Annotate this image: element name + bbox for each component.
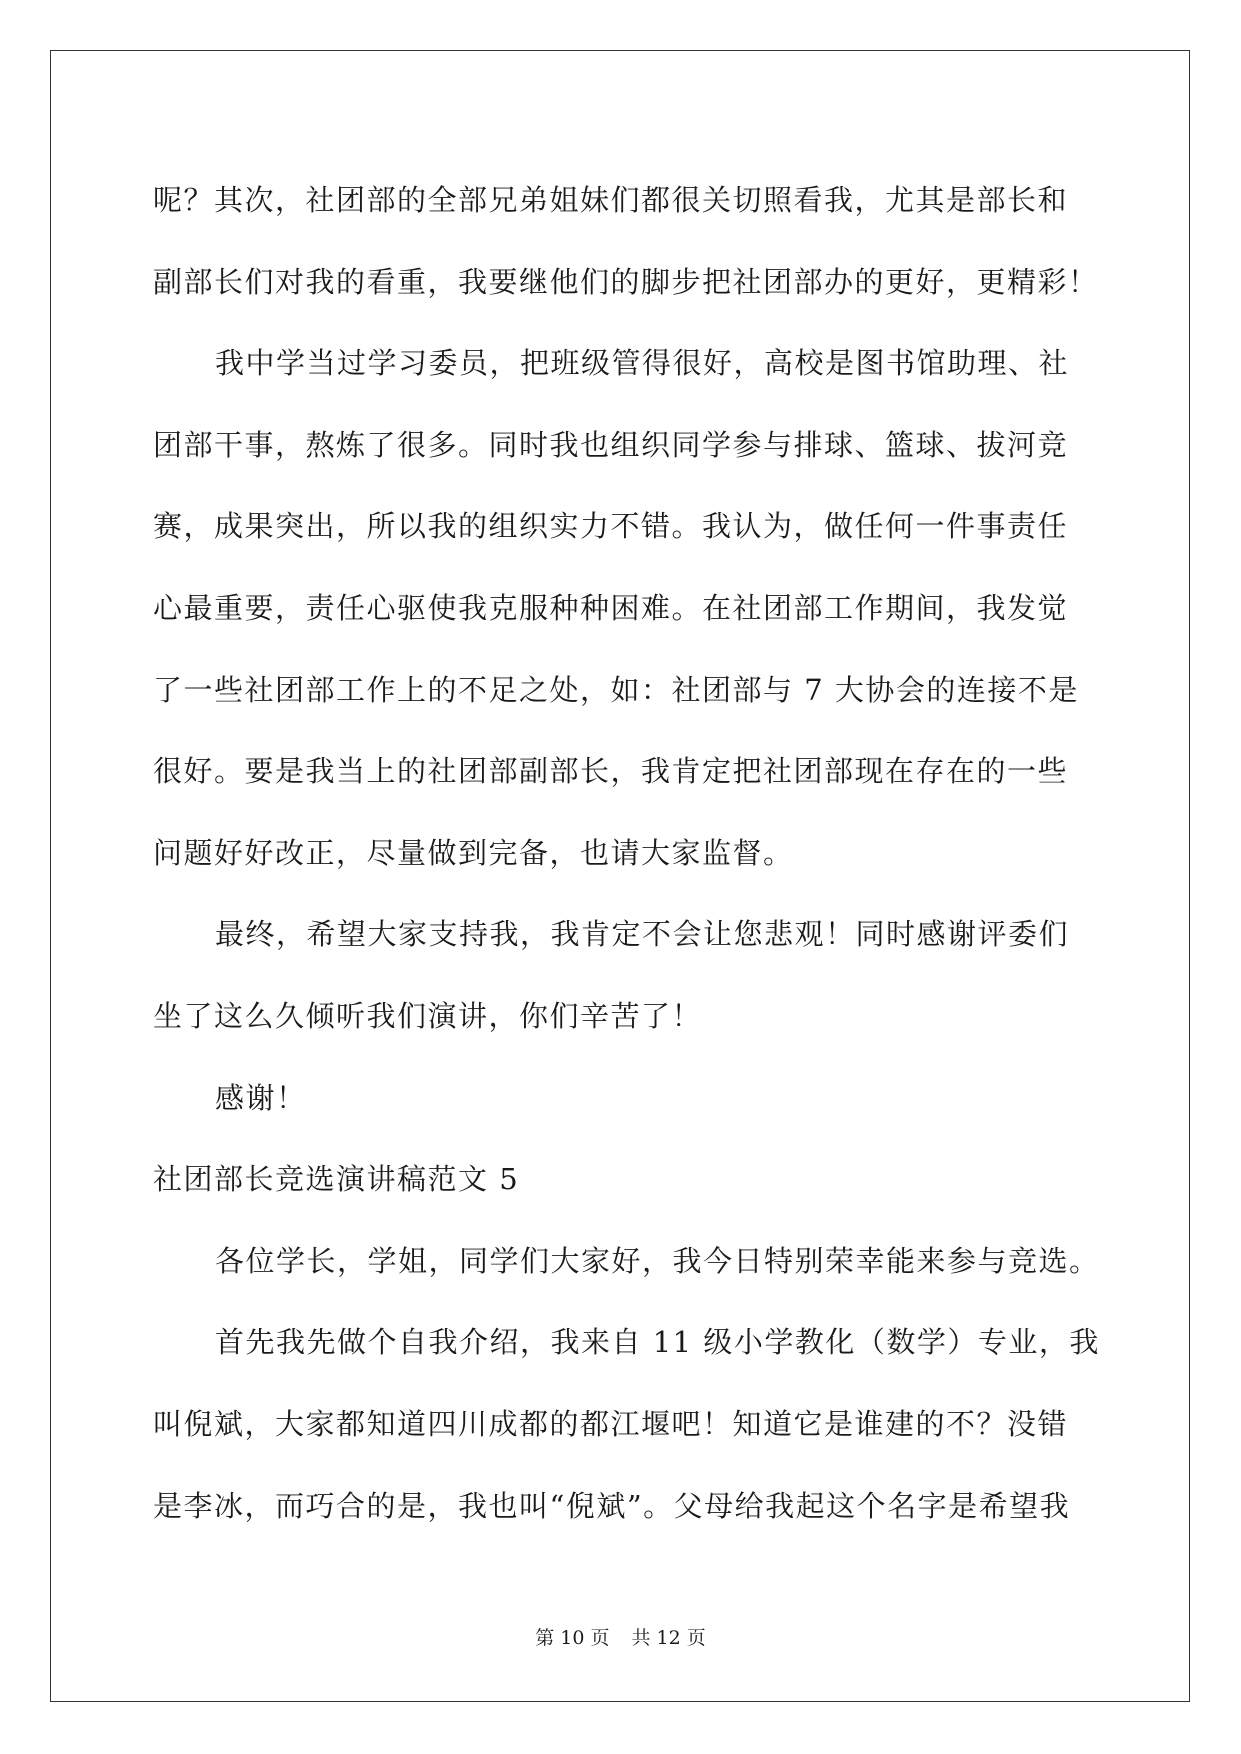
text-line: 团部干事，熬炼了很多。同时我也组织同学参与排球、篮球、拔河竞 <box>153 427 1069 462</box>
text-line: 心最重要，责任心驱使我克服种种困难。在社团部工作期间，我发觉 <box>153 590 1069 625</box>
text-line: 副部长们对我的看重，我要继他们的脚步把社团部办的更好，更精彩！ <box>153 264 1099 299</box>
paragraph-start: 我中学当过学习委员，把班级管得很好，高校是图书馆助理、社 <box>215 346 1070 381</box>
document-body <box>153 160 1100 1547</box>
text-line: 很好。要是我当上的社团部副部长，我肯定把社团部现在存在的一些 <box>153 754 1069 789</box>
paragraph-start: 各位学长，学姐，同学们大家好，我今日特别荣幸能来参与竞选。 <box>215 1243 1100 1278</box>
page-footer <box>0 1626 1241 1650</box>
section-heading: 社团部长竞选演讲稿范文 5 <box>153 1162 520 1197</box>
text-line: 呢？其次，社团部的全部兄弟姐妹们都很关切照看我，尤其是部长和 <box>153 183 1069 217</box>
page-total: 共 12 页 <box>631 1627 706 1649</box>
text-line: 了一些社团部工作上的不足之处，如：社团部与 7 大协会的连接不是 <box>153 672 1079 707</box>
text-line: 是李冰，而巧合的是，我也叫“倪斌”。父母给我起这个名字是希望我 <box>153 1488 1071 1523</box>
text-line: 坐了这么久倾听我们演讲，你们辛苦了！ <box>153 998 703 1033</box>
text-line: 赛，成果突出，所以我的组织实力不错。我认为，做任何一件事责任 <box>153 509 1069 544</box>
paragraph-start: 首先我先做个自我介绍，我来自 11 级小学教化（数学）专业，我 <box>215 1325 1100 1360</box>
text-line: 问题好好改正，尽量做到完备，也请大家监督。 <box>153 835 794 870</box>
text-line: 叫倪斌，大家都知道四川成都的都江堰吧！知道它是谁建的不？没错 <box>153 1406 1069 1441</box>
page-number: 第 10 页 <box>535 1627 610 1649</box>
paragraph-start: 最终，希望大家支持我，我肯定不会让您悲观！同时感谢评委们 <box>215 917 1070 952</box>
paragraph-start: 感谢！ <box>215 1080 307 1115</box>
